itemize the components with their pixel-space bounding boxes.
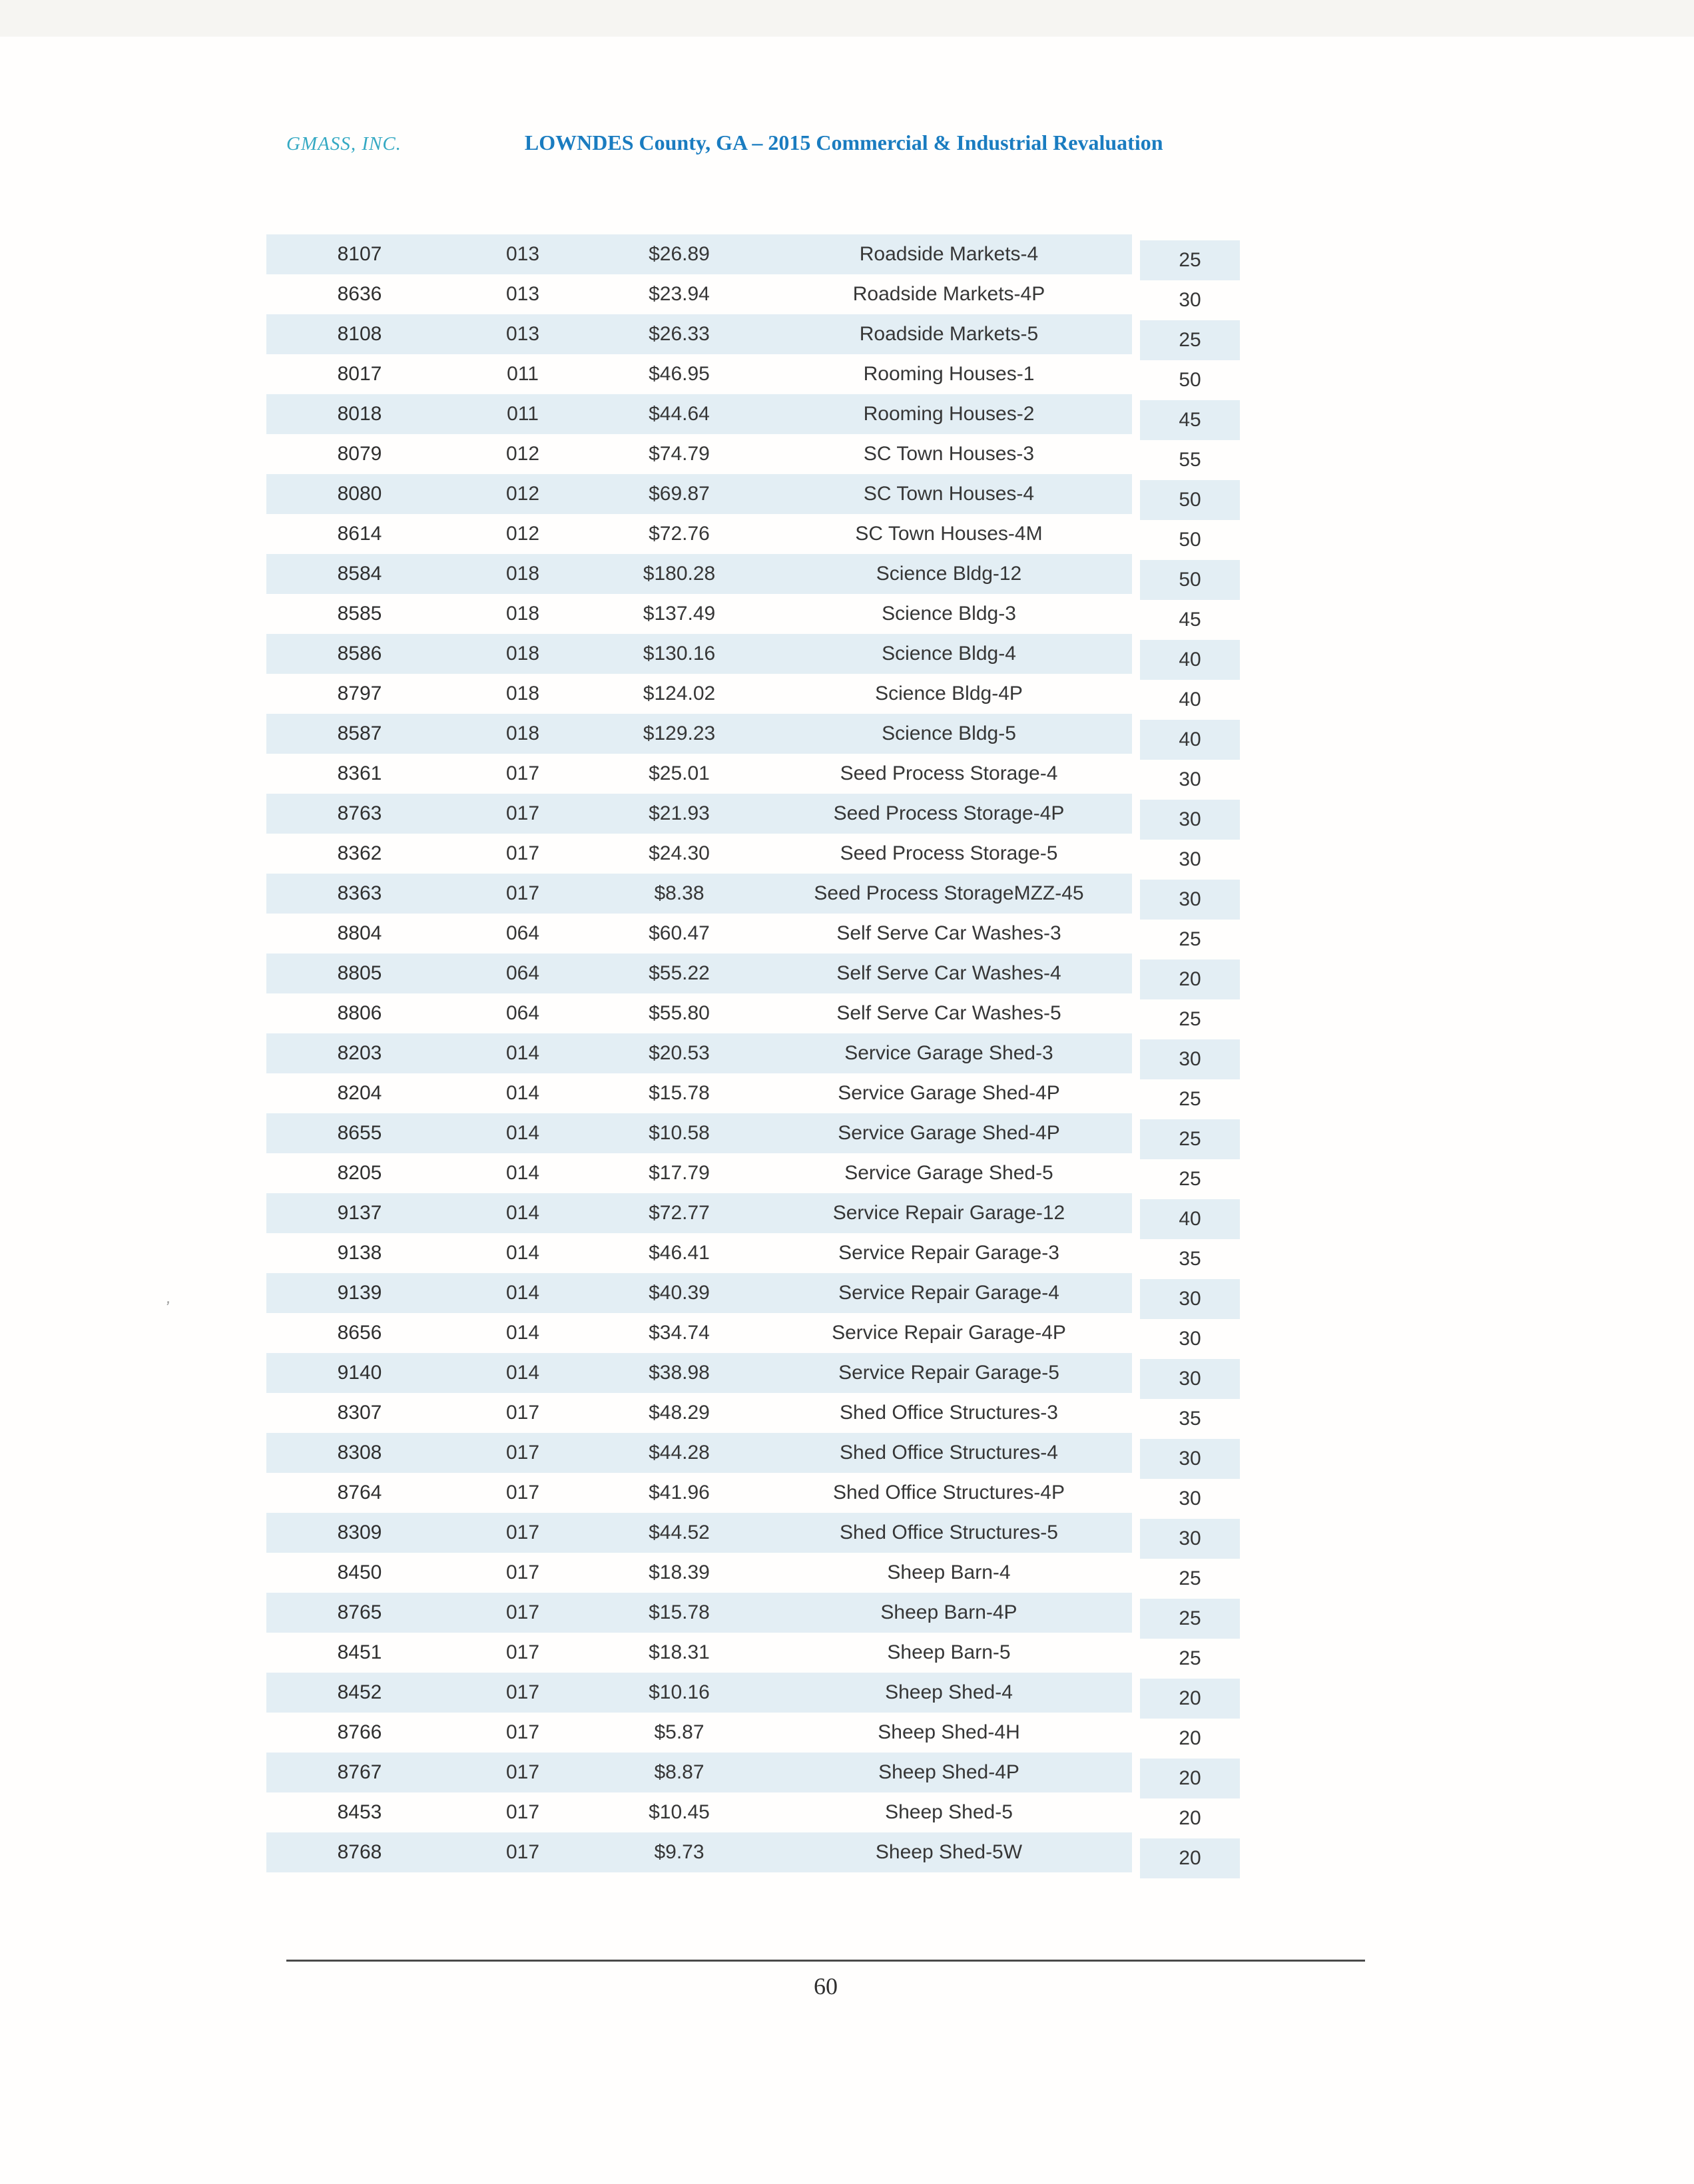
table-row: [266, 834, 1245, 874]
table-row: [266, 714, 1245, 754]
description-cell: Sheep Barn-4P: [880, 1601, 1017, 1623]
code-id-cell: 8453: [337, 1801, 382, 1823]
table-row: [266, 314, 1245, 354]
table-row: [266, 1393, 1245, 1433]
rate-cell: $48.29: [649, 1402, 710, 1424]
rate-cell: $10.45: [649, 1801, 710, 1823]
table-row: [266, 234, 1245, 274]
class-code-cell: 017: [505, 1521, 540, 1543]
rate-cell: $20.53: [649, 1042, 710, 1064]
table-row: [266, 1473, 1245, 1513]
class-code-cell: 017: [505, 1561, 540, 1583]
rate-cell: $17.79: [649, 1162, 710, 1184]
code-id-cell: 8766: [337, 1721, 382, 1743]
class-code-cell: 017: [505, 1681, 540, 1703]
table-row: [266, 514, 1245, 554]
class-code-cell: 017: [505, 1402, 540, 1424]
description-cell: Shed Office Structures-3: [840, 1402, 1058, 1424]
percent-cell: 25: [1179, 1647, 1201, 1669]
code-id-cell: 8585: [337, 603, 382, 625]
table-row: [266, 434, 1245, 474]
rate-cell: $8.87: [654, 1761, 705, 1783]
description-cell: Service Repair Garage-12: [832, 1202, 1065, 1224]
percent-cell: 40: [1179, 688, 1201, 710]
class-code-cell: 012: [505, 523, 540, 545]
code-id-cell: 8361: [337, 762, 382, 784]
class-code-cell: 064: [505, 1002, 540, 1024]
rate-cell: $72.76: [649, 523, 710, 545]
table-row: [266, 993, 1245, 1033]
code-id-cell: 8452: [337, 1681, 382, 1703]
class-code-cell: 012: [505, 483, 540, 505]
code-id-cell: 8308: [337, 1442, 382, 1464]
percent-cell: 25: [1179, 1088, 1201, 1110]
code-id-cell: 8656: [337, 1322, 382, 1344]
table-row-main: [266, 1593, 1132, 1633]
percent-cell: 30: [1179, 289, 1201, 311]
rate-cell: $55.22: [649, 962, 710, 984]
table-row-main: [266, 1633, 1132, 1673]
table-row-main: [266, 1353, 1132, 1393]
table-row-main: [266, 1073, 1132, 1113]
percent-cell: 50: [1179, 369, 1201, 391]
table-row: [266, 394, 1245, 434]
table-row: [266, 1673, 1245, 1713]
table-row-main: [266, 1153, 1132, 1193]
table-row-main: [266, 794, 1132, 834]
table-row-main: [266, 1233, 1132, 1273]
rate-cell: $129.23: [643, 722, 716, 744]
percent-cell: 30: [1140, 1359, 1240, 1399]
table-row-main: [266, 514, 1132, 554]
code-id-cell: 8768: [337, 1841, 382, 1863]
code-id-cell: 8079: [337, 443, 382, 465]
percent-cell: 35: [1179, 1408, 1201, 1430]
table-row: [266, 674, 1245, 714]
table-row: [266, 274, 1245, 314]
rate-cell: $46.41: [649, 1242, 710, 1264]
description-cell: Shed Office Structures-5: [840, 1521, 1058, 1543]
percent-cell: 50: [1140, 480, 1240, 520]
rate-cell: $137.49: [643, 603, 716, 625]
table-row-main: [266, 474, 1132, 514]
code-id-cell: 8205: [337, 1162, 382, 1184]
code-id-cell: 8586: [337, 643, 382, 665]
table-row: [266, 1633, 1245, 1673]
rate-cell: $26.33: [649, 323, 710, 345]
percent-cell: 20: [1179, 1727, 1201, 1749]
percent-cell: 45: [1179, 609, 1201, 631]
code-id-cell: 8450: [337, 1561, 382, 1583]
table-row: [266, 1113, 1245, 1153]
table-row: [266, 1553, 1245, 1593]
percent-cell: 20: [1140, 1838, 1240, 1878]
percent-cell: 25: [1179, 1567, 1201, 1589]
class-code-cell: 014: [505, 1242, 540, 1264]
code-id-cell: 8584: [337, 563, 382, 585]
table-row: [266, 1193, 1245, 1233]
table-row: [266, 1593, 1245, 1633]
description-cell: Science Bldg-12: [876, 563, 1022, 585]
class-code-cell: 014: [505, 1322, 540, 1344]
rate-cell: $18.39: [649, 1561, 710, 1583]
rate-cell: $10.58: [649, 1122, 710, 1144]
rate-cell: $34.74: [649, 1322, 710, 1344]
code-id-cell: 9139: [337, 1282, 382, 1304]
class-code-cell: 017: [505, 1721, 540, 1743]
class-code-cell: 011: [507, 363, 539, 385]
class-code-cell: 018: [505, 643, 540, 665]
class-code-cell: 014: [505, 1082, 540, 1104]
percent-cell: 25: [1179, 1008, 1201, 1030]
rate-cell: $9.73: [654, 1841, 705, 1863]
class-code-cell: 017: [505, 1442, 540, 1464]
rate-cell: $44.64: [649, 403, 710, 425]
rate-cell: $21.93: [649, 802, 710, 824]
table-row-main: [266, 914, 1132, 954]
description-cell: Service Repair Garage-4: [838, 1282, 1059, 1304]
class-code-cell: 018: [505, 682, 540, 704]
table-row: [266, 1273, 1245, 1313]
table-row-main: [266, 1513, 1132, 1553]
class-code-cell: 017: [505, 882, 540, 904]
code-id-cell: 8204: [337, 1082, 382, 1104]
table-row: [266, 1513, 1245, 1553]
table-row: [266, 1832, 1245, 1872]
description-cell: Shed Office Structures-4: [840, 1442, 1058, 1464]
table-row-main: [266, 754, 1132, 794]
description-cell: Science Bldg-4P: [875, 682, 1023, 704]
scan-edge-artifact: [0, 0, 1694, 37]
table-row: [266, 1792, 1245, 1832]
table-row-main: [266, 993, 1132, 1033]
table-row-main: [266, 1753, 1132, 1792]
table-row-main: [266, 834, 1132, 874]
table-row-main: [266, 434, 1132, 474]
percent-cell: 20: [1140, 959, 1240, 999]
class-code-cell: 014: [505, 1162, 540, 1184]
description-cell: Seed Process Storage-4: [840, 762, 1058, 784]
description-cell: Shed Office Structures-4P: [833, 1482, 1065, 1503]
table-row-main: [266, 554, 1132, 594]
description-cell: Sheep Barn-5: [887, 1641, 1011, 1663]
table-row-main: [266, 234, 1132, 274]
description-cell: Science Bldg-4: [882, 643, 1016, 665]
code-id-cell: 8587: [337, 722, 382, 744]
class-code-cell: 014: [505, 1122, 540, 1144]
table-row: [266, 874, 1245, 914]
rate-cell: $18.31: [649, 1641, 710, 1663]
code-id-cell: 8108: [337, 323, 382, 345]
description-cell: Science Bldg-5: [882, 722, 1016, 744]
class-code-cell: 013: [505, 243, 540, 265]
rate-cell: $46.95: [649, 363, 710, 385]
table-row: [266, 474, 1245, 514]
class-code-cell: 013: [505, 283, 540, 305]
code-id-cell: 8451: [337, 1641, 382, 1663]
code-id-cell: 8655: [337, 1122, 382, 1144]
percent-cell: 30: [1140, 880, 1240, 920]
page-header: [286, 131, 1418, 155]
class-code-cell: 017: [505, 1801, 540, 1823]
class-code-cell: 017: [505, 1641, 540, 1663]
rate-cell: $72.77: [649, 1202, 710, 1224]
code-id-cell: 8797: [337, 682, 382, 704]
class-code-cell: 014: [505, 1362, 540, 1384]
rate-cell: $8.38: [654, 882, 705, 904]
rate-cell: $41.96: [649, 1482, 710, 1503]
description-cell: Service Repair Garage-4P: [832, 1322, 1066, 1344]
description-cell: Seed Process StorageMZZ-45: [814, 882, 1084, 904]
description-cell: Service Garage Shed-4P: [838, 1082, 1060, 1104]
class-code-cell: 017: [505, 762, 540, 784]
percent-cell: 50: [1179, 529, 1201, 551]
table-row: [266, 594, 1245, 634]
percent-cell: 20: [1179, 1807, 1201, 1829]
description-cell: Self Serve Car Washes-5: [836, 1002, 1061, 1024]
code-id-cell: 8636: [337, 283, 382, 305]
table-row: [266, 1073, 1245, 1113]
page-number: 60: [814, 1973, 838, 2000]
description-cell: Roadside Markets-5: [859, 323, 1039, 345]
percent-cell: 40: [1140, 720, 1240, 760]
percent-cell: 55: [1179, 449, 1201, 471]
class-code-cell: 064: [505, 962, 540, 984]
rate-cell: $5.87: [654, 1721, 705, 1743]
table-row: [266, 1433, 1245, 1473]
class-code-cell: 017: [505, 1761, 540, 1783]
table-row: [266, 1153, 1245, 1193]
percent-cell: 25: [1140, 320, 1240, 360]
description-cell: Science Bldg-3: [882, 603, 1016, 625]
code-id-cell: 8309: [337, 1521, 382, 1543]
class-code-cell: 018: [505, 563, 540, 585]
table-row-main: [266, 1033, 1132, 1073]
description-cell: Seed Process Storage-5: [840, 842, 1058, 864]
rate-cell: $15.78: [649, 1601, 710, 1623]
table-row: [266, 1353, 1245, 1393]
description-cell: Service Garage Shed-5: [844, 1162, 1053, 1184]
table-row-main: [266, 594, 1132, 634]
percent-cell: 25: [1140, 240, 1240, 280]
code-id-cell: 8763: [337, 802, 382, 824]
rate-cell: $124.02: [643, 682, 716, 704]
scan-mark-artifact: ’: [163, 1296, 171, 1318]
percent-cell: 25: [1140, 1119, 1240, 1159]
code-id-cell: 8362: [337, 842, 382, 864]
table-row-main: [266, 1832, 1132, 1872]
class-code-cell: 017: [505, 842, 540, 864]
percent-cell: 30: [1179, 1488, 1201, 1509]
code-id-cell: 8804: [337, 922, 382, 944]
class-code-cell: 018: [505, 603, 540, 625]
code-id-cell: 8018: [337, 403, 382, 425]
table-row: [266, 1753, 1245, 1792]
class-code-cell: 014: [505, 1042, 540, 1064]
percent-cell: 30: [1140, 800, 1240, 840]
document-title: LOWNDES County, GA – 2015 Commercial & Industrial Revaluation: [524, 131, 1163, 154]
table-row: [266, 954, 1245, 993]
class-code-cell: 017: [505, 1482, 540, 1503]
code-id-cell: 8805: [337, 962, 382, 984]
description-cell: Sheep Shed-4P: [878, 1761, 1019, 1783]
description-cell: Roadside Markets-4: [859, 243, 1039, 265]
percent-cell: 30: [1140, 1519, 1240, 1559]
table-row-main: [266, 714, 1132, 754]
table-row-main: [266, 954, 1132, 993]
table-row: [266, 1313, 1245, 1353]
description-cell: SC Town Houses-3: [863, 443, 1035, 465]
rate-cell: $38.98: [649, 1362, 710, 1384]
class-code-cell: 013: [505, 323, 540, 345]
class-code-cell: 011: [507, 403, 539, 425]
description-cell: Rooming Houses-2: [863, 403, 1035, 425]
percent-cell: 40: [1140, 1199, 1240, 1239]
rate-cell: $15.78: [649, 1082, 710, 1104]
class-code-cell: 018: [505, 722, 540, 744]
table-row-main: [266, 1553, 1132, 1593]
rate-cell: $25.01: [649, 762, 710, 784]
code-id-cell: 8767: [337, 1761, 382, 1783]
description-cell: Sheep Shed-4: [885, 1681, 1013, 1703]
code-id-cell: 8764: [337, 1482, 382, 1503]
description-cell: Service Garage Shed-3: [844, 1042, 1053, 1064]
class-code-cell: 017: [505, 1601, 540, 1623]
description-cell: Sheep Barn-4: [887, 1561, 1011, 1583]
rate-cell: $74.79: [649, 443, 710, 465]
percent-cell: 30: [1140, 1279, 1240, 1319]
footer-divider: [286, 1960, 1365, 1962]
description-cell: SC Town Houses-4: [863, 483, 1035, 505]
table-row-main: [266, 394, 1132, 434]
description-cell: Self Serve Car Washes-4: [836, 962, 1061, 984]
code-id-cell: 8806: [337, 1002, 382, 1024]
description-cell: Service Garage Shed-4P: [838, 1122, 1060, 1144]
rate-cell: $55.80: [649, 1002, 710, 1024]
code-id-cell: 8017: [337, 363, 382, 385]
percent-cell: 50: [1140, 560, 1240, 600]
rate-cell: $69.87: [649, 483, 710, 505]
description-cell: Roadside Markets-4P: [852, 283, 1045, 305]
percent-cell: 30: [1179, 848, 1201, 870]
description-cell: Service Repair Garage-3: [838, 1242, 1059, 1264]
table-row-main: [266, 1113, 1132, 1153]
class-code-cell: 064: [505, 922, 540, 944]
table-row-main: [266, 354, 1132, 394]
rate-cell: $10.16: [649, 1681, 710, 1703]
class-code-cell: 014: [505, 1282, 540, 1304]
percent-cell: 20: [1140, 1759, 1240, 1798]
table-row-main: [266, 1393, 1132, 1433]
rate-cell: $44.52: [649, 1521, 710, 1543]
code-id-cell: 8080: [337, 483, 382, 505]
percent-cell: 30: [1179, 1328, 1201, 1350]
table-row: [266, 1033, 1245, 1073]
table-row-main: [266, 874, 1132, 914]
percent-cell: 45: [1140, 400, 1240, 440]
rate-cell: $44.28: [649, 1442, 710, 1464]
percent-cell: 25: [1179, 928, 1201, 950]
table-row: [266, 1713, 1245, 1753]
table-row-main: [266, 1433, 1132, 1473]
table-row-main: [266, 1273, 1132, 1313]
code-id-cell: 8307: [337, 1402, 382, 1424]
code-id-cell: 8363: [337, 882, 382, 904]
table-row-main: [266, 314, 1132, 354]
percent-cell: 25: [1179, 1168, 1201, 1190]
table-row-main: [266, 1792, 1132, 1832]
percent-cell: 30: [1179, 768, 1201, 790]
class-code-cell: 012: [505, 443, 540, 465]
table-row: [266, 754, 1245, 794]
description-cell: Sheep Shed-5W: [875, 1841, 1023, 1863]
table-row-main: [266, 674, 1132, 714]
table-row-main: [266, 1713, 1132, 1753]
rate-cell: $180.28: [643, 563, 716, 585]
table-row: [266, 914, 1245, 954]
class-code-cell: 014: [505, 1202, 540, 1224]
description-cell: Seed Process Storage-4P: [833, 802, 1065, 824]
code-id-cell: 8107: [337, 243, 382, 265]
table-row-main: [266, 274, 1132, 314]
table-row-main: [266, 634, 1132, 674]
percent-cell: 30: [1140, 1439, 1240, 1479]
percent-cell: 20: [1140, 1679, 1240, 1719]
code-id-cell: 8765: [337, 1601, 382, 1623]
company-name: GMASS, INC.: [286, 133, 402, 154]
description-cell: Service Repair Garage-5: [838, 1362, 1059, 1384]
code-id-cell: 9140: [337, 1362, 382, 1384]
table-row: [266, 634, 1245, 674]
table-row: [266, 554, 1245, 594]
table-row: [266, 1233, 1245, 1273]
description-cell: SC Town Houses-4M: [855, 523, 1043, 545]
code-id-cell: 9138: [337, 1242, 382, 1264]
description-cell: Self Serve Car Washes-3: [836, 922, 1061, 944]
percent-cell: 35: [1179, 1248, 1201, 1270]
rate-cell: $24.30: [649, 842, 710, 864]
table-row-main: [266, 1673, 1132, 1713]
percent-cell: 40: [1140, 640, 1240, 680]
description-cell: Rooming Houses-1: [863, 363, 1035, 385]
table-row: [266, 794, 1245, 834]
rate-cell: $60.47: [649, 922, 710, 944]
code-id-cell: 9137: [337, 1202, 382, 1224]
rate-table: [266, 234, 1245, 1872]
rate-cell: $26.89: [649, 243, 710, 265]
rate-cell: $40.39: [649, 1282, 710, 1304]
class-code-cell: 017: [505, 1841, 540, 1863]
rate-cell: $130.16: [643, 643, 716, 665]
table-row-main: [266, 1313, 1132, 1353]
code-id-cell: 8203: [337, 1042, 382, 1064]
description-cell: Sheep Shed-5: [885, 1801, 1013, 1823]
table-row-main: [266, 1473, 1132, 1513]
percent-cell: 30: [1140, 1039, 1240, 1079]
percent-cell: 25: [1140, 1599, 1240, 1639]
table-row: [266, 354, 1245, 394]
table-row-main: [266, 1193, 1132, 1233]
rate-cell: $23.94: [649, 283, 710, 305]
code-id-cell: 8614: [337, 523, 382, 545]
description-cell: Sheep Shed-4H: [878, 1721, 1020, 1743]
class-code-cell: 017: [505, 802, 540, 824]
